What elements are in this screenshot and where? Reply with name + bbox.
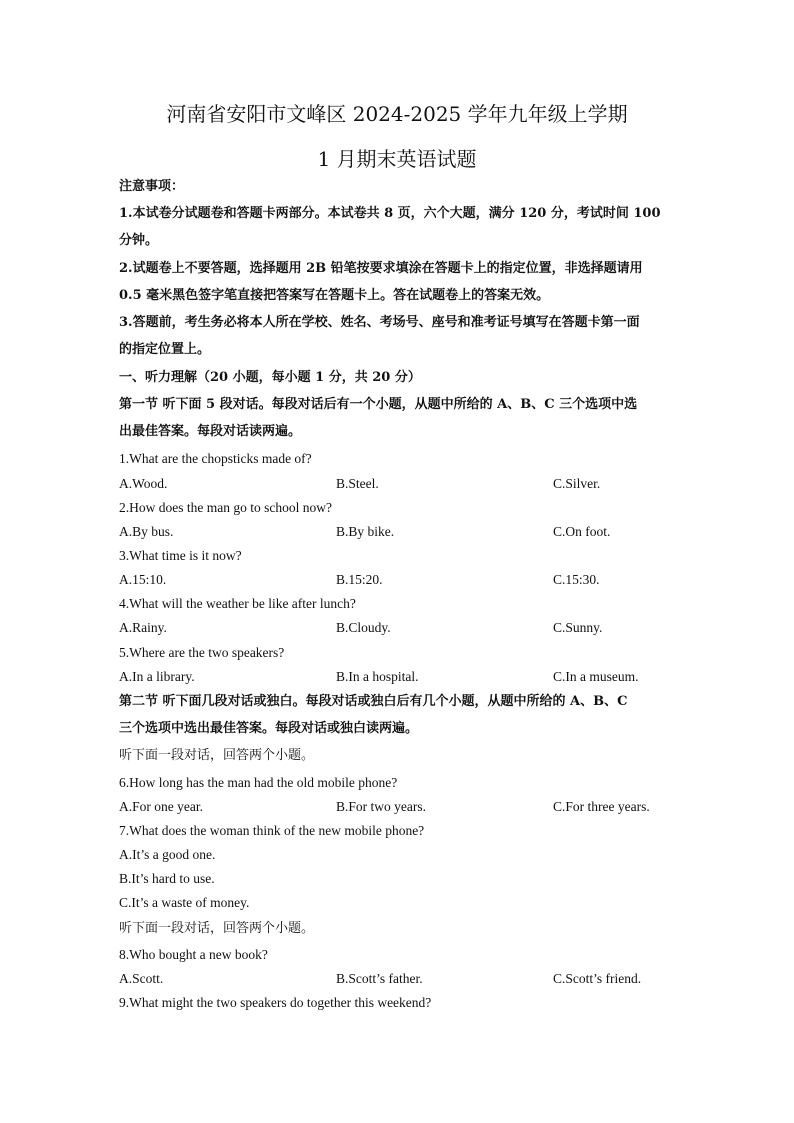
q2-option-b: B.By bike. bbox=[336, 524, 395, 539]
q6-option-c: C.For three years. bbox=[553, 799, 650, 814]
q4-option-c: C.Sunny. bbox=[553, 620, 603, 635]
q4-option-a: A.Rainy. bbox=[119, 620, 167, 635]
note-1-line2: 分钟。 bbox=[119, 233, 159, 248]
q8-option-c: C.Scott’s friend. bbox=[553, 971, 642, 986]
note-2-line2: 0.5 毫米黑色签字笔直接把答案写在答题卡上。答在试题卷上的答案无效。 bbox=[119, 288, 550, 303]
question-6: 6.How long has the man had the old mobile phone? bbox=[119, 775, 398, 790]
exam-title-line1: 河南省安阳市文峰区 2024-2025 学年九年级上学期 bbox=[166, 102, 628, 126]
q5-option-a: A.In a library. bbox=[119, 669, 195, 684]
q6-option-a: A.For one year. bbox=[119, 799, 203, 814]
q2-option-a: A.By bus. bbox=[119, 524, 174, 539]
note-1-line1: 1.本试卷分试题卷和答题卡两部分。本试卷共 8 页，六个大题，满分 120 分，考试时间 100 bbox=[119, 206, 661, 221]
note-3-line2: 的指定位置上。 bbox=[119, 342, 211, 357]
question-9: 9.What might the two speakers do together this weekend? bbox=[119, 995, 432, 1010]
part2-instructions-line2: 三个选项中选出最佳答案。每段对话或独白读两遍。 bbox=[119, 721, 419, 736]
exam-title-line2: 1 月期末英语试题 bbox=[317, 147, 477, 171]
q5-option-b: B.In a hospital. bbox=[336, 669, 419, 684]
notes-heading: 注意事项： bbox=[119, 179, 185, 194]
q8-option-a: A.Scott. bbox=[119, 971, 164, 986]
listen-instruction-2: 听下面一段对话，回答两个小题。 bbox=[119, 921, 315, 936]
q7-option-b: B.It’s hard to use. bbox=[119, 871, 215, 886]
q6-option-b: B.For two years. bbox=[336, 799, 426, 814]
q7-option-c: C.It’s a waste of money. bbox=[119, 895, 250, 910]
part1-instructions-line1: 第一节 听下面 5 段对话。每段对话后有一个小题，从题中所给的 A、B、C 三个选项中选 bbox=[119, 397, 638, 412]
section-heading: 一、听力理解（20 小题，每小题 1 分，共 20 分） bbox=[119, 370, 421, 385]
q3-option-c: C.15:30. bbox=[553, 572, 600, 587]
q1-option-b: B.Steel. bbox=[336, 476, 379, 491]
question-8: 8.Who bought a new book? bbox=[119, 947, 268, 962]
question-3: 3.What time is it now? bbox=[119, 548, 242, 563]
part2-instructions-line1: 第二节 听下面几段对话或独白。每段对话或独白后有几个小题，从题中所给的 A、B、C bbox=[119, 694, 628, 709]
question-5: 5.Where are the two speakers? bbox=[119, 645, 285, 660]
listen-instruction-1: 听下面一段对话，回答两个小题。 bbox=[119, 748, 315, 763]
q7-option-a: A.It’s a good one. bbox=[119, 847, 216, 862]
q8-option-b: B.Scott’s father. bbox=[336, 971, 423, 986]
question-7: 7.What does the woman think of the new mobile phone? bbox=[119, 823, 425, 838]
q1-option-c: C.Silver. bbox=[553, 476, 601, 491]
q3-option-a: A.15:10. bbox=[119, 572, 167, 587]
question-1: 1.What are the chopsticks made of? bbox=[119, 451, 312, 466]
note-2-line1: 2.试题卷上不要答题，选择题用 2B 铅笔按要求填涂在答题卡上的指定位置，非选择题请用 bbox=[119, 261, 643, 276]
question-2: 2.How does the man go to school now? bbox=[119, 500, 332, 515]
q5-option-c: C.In a museum. bbox=[553, 669, 639, 684]
q1-option-a: A.Wood. bbox=[119, 476, 168, 491]
question-4: 4.What will the weather be like after lunch? bbox=[119, 596, 356, 611]
q4-option-b: B.Cloudy. bbox=[336, 620, 391, 635]
part1-instructions-line2: 出最佳答案。每段对话读两遍。 bbox=[119, 424, 302, 439]
q2-option-c: C.On foot. bbox=[553, 524, 611, 539]
q3-option-b: B.15:20. bbox=[336, 572, 383, 587]
note-3-line1: 3.答题前，考生务必将本人所在学校、姓名、考场号、座号和准考证号填写在答题卡第一面 bbox=[119, 315, 640, 330]
